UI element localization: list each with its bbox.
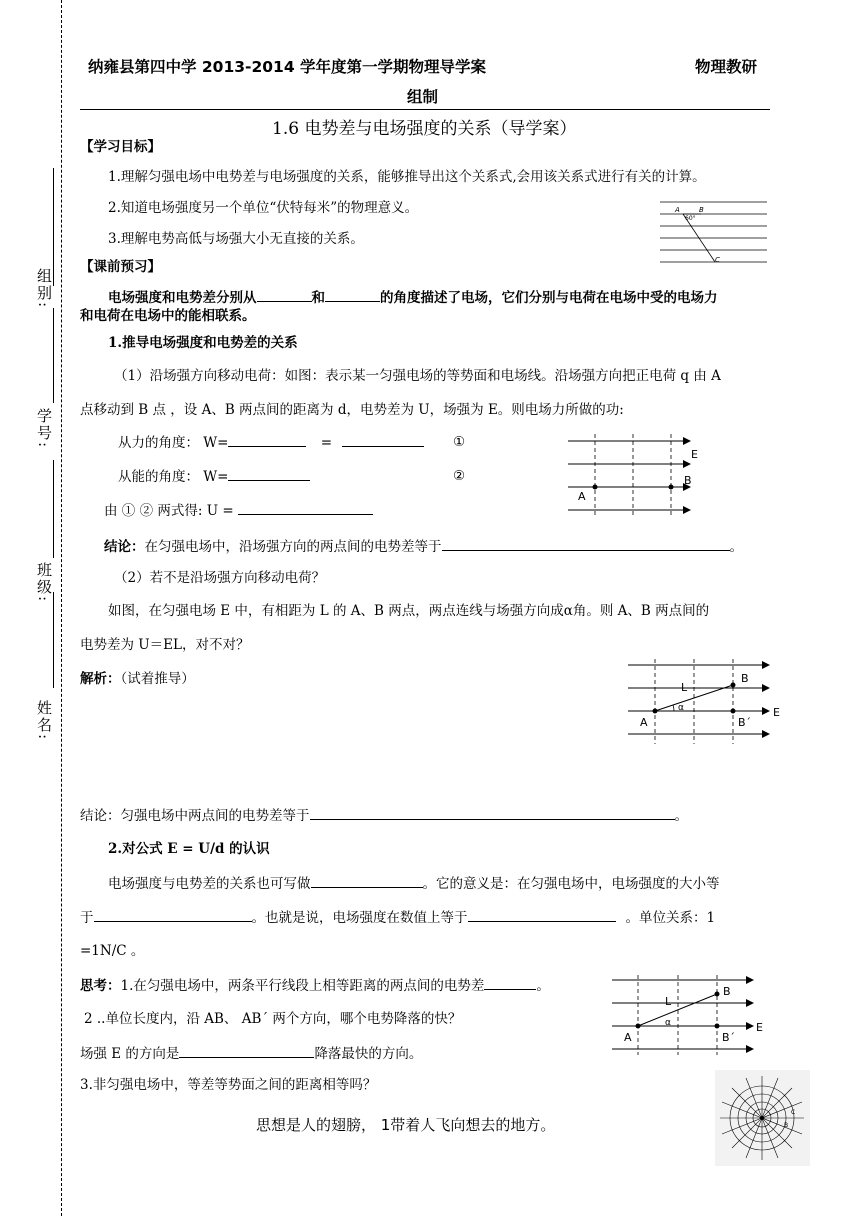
blank-u[interactable] (238, 500, 373, 515)
fig2-label-e: E (691, 448, 698, 461)
blank-force-2[interactable] (342, 432, 424, 447)
objectives-heading: 【学习目标】 (80, 139, 161, 155)
conclusion-row: 结论：在匀强电场中，沿场强方向的两点间的电势差等于 。 (104, 536, 743, 557)
blank-angle-1[interactable] (257, 287, 312, 302)
fig4-label-e: E (756, 1021, 763, 1034)
fig3-label-bprime: B´ (738, 716, 752, 729)
fig1-label-b: B (699, 206, 704, 214)
motto: 思想是人的翅膀， 1带着人飞向想去的地方。 (256, 1116, 556, 1134)
objective-item: 1.理解匀强电场中电势差与电场强度的关系，能够推导出这个关系式,会用该关系式进行有关的计算。 (108, 169, 706, 185)
analysis-row: 解析：（试着推导） (80, 671, 195, 687)
conclusion2-row: 结论：匀强电场中两点间的电势差等于 。 (80, 805, 688, 826)
think-row-1: 思考：1.在匀强电场中，两条平行线段上相等距离的两点间的电势差 。 (80, 975, 550, 996)
section2-line1: 电场强度与电势差的关系也可写做 。它的意义是：在匀强电场中，电场强度的大小等 (108, 873, 720, 894)
fig5-label-c: C (791, 1109, 796, 1116)
fig1-label-angle: 60° (685, 215, 696, 222)
part1-line2: 点移动到 B 点 ，设 A、B 两点间的距离为 d，电势差为 U，场强为 E。则电场力所做的功: (80, 402, 624, 418)
sidebar-name-field[interactable] (34, 592, 56, 752)
fig1-label-a: A (675, 206, 680, 214)
fig3-label-alpha: α (678, 703, 684, 713)
sidebar-class-label: 班级: (35, 562, 53, 604)
field-lines-figure-2 (626, 658, 786, 746)
sidebar-number-field[interactable] (34, 308, 56, 458)
force-row: 从力的角度： W= = (118, 432, 424, 453)
sidebar-name-label: 姓名: (35, 700, 53, 742)
fig4-label-a: A (624, 1031, 632, 1044)
objective-item: 2.知道电场强度另一个单位“伏特每米”的物理意义。 (108, 200, 419, 216)
section1-title: 1.推导电场强度和电势差的关系 (108, 335, 298, 351)
section2-line3: =1N/C 。 (80, 943, 145, 959)
header-dept: 物理教研 (695, 58, 758, 76)
preview-heading: 【课前预习】 (80, 259, 161, 275)
fig3-label-l: L (681, 681, 688, 694)
fig1-label-c: C (715, 256, 720, 264)
section2-title: 2.对公式 E = U/d 的认识 (108, 841, 270, 857)
header-school: 纳雍县第四中学 2013-2014 学年度第一学期物理导学案 (88, 58, 487, 76)
equipotential-figure (655, 196, 770, 268)
binding-line (61, 0, 62, 1216)
blank-conclusion[interactable] (442, 536, 730, 551)
blank-meaning[interactable] (94, 907, 252, 922)
blank-conclusion2[interactable] (310, 805, 675, 820)
fig3-label-b: B (741, 672, 749, 685)
fig4-label-b: B (723, 985, 731, 998)
think-row-2: 2 ..单位长度内，沿 AB、 AB´ 两个方向，哪个电势降落的快？ (84, 1011, 462, 1027)
sidebar-class-underline (53, 460, 54, 558)
think-row-3: 场强 E 的方向是 降落最快的方向。 (80, 1043, 422, 1064)
field-lines-figure-3 (610, 975, 770, 1057)
sidebar-number-underline (53, 308, 54, 403)
objective-item: 3.理解电势高低与场强大小无直接的关系。 (108, 231, 364, 247)
sidebar-number-label: 学号: (35, 408, 53, 450)
fig2-label-b: B (684, 474, 692, 487)
sidebar-group-label: 组别: (35, 268, 53, 310)
blank-angle-2[interactable] (325, 287, 380, 302)
blank-think-1[interactable] (484, 975, 536, 990)
sidebar-class-field[interactable] (34, 460, 56, 610)
blank-energy[interactable] (228, 466, 310, 481)
blank-force-1[interactable] (228, 432, 306, 447)
fig4-label-bprime: B´ (722, 1031, 736, 1044)
preview-intro-line2: 和电荷在电场中的能相联系。 (80, 308, 256, 324)
fig4-label-alpha: α (665, 1018, 671, 1028)
fig2-label-a: A (578, 490, 586, 503)
sidebar-group-field[interactable] (34, 168, 56, 318)
energy-row: 从能的角度： W= (118, 466, 310, 487)
header-dept-cont: 组制 (407, 88, 439, 106)
fig5-label-b: B (784, 1122, 789, 1129)
fig4-label-l: L (665, 995, 672, 1008)
blank-think-3[interactable] (179, 1043, 314, 1058)
energy-eq-number: ② (453, 468, 466, 484)
fig3-label-a: A (640, 716, 648, 729)
blank-formula[interactable] (311, 873, 423, 888)
preview-intro-line1: 电场强度和电势差分别从 和 的角度描述了电场，它们分别与电荷在电场中受的电场力 (108, 287, 718, 308)
header-rule (80, 109, 770, 110)
fig3-label-e: E (773, 706, 780, 719)
combine-row: 由 ① ② 两式得: U = (104, 500, 373, 521)
section2-line2: 于 。也就是说，电场强度在数值上等于 。单位关系：1 (80, 907, 715, 928)
think-row-4: 3.非匀强电场中，等差等势面之间的距离相等吗？ (80, 1077, 377, 1093)
page-title: 1.6 电势差与电场强度的关系（导学案） (272, 119, 577, 139)
point-charge-figure (715, 1070, 810, 1166)
part2-question: （2）若不是沿场强方向移动电荷？ (114, 570, 326, 586)
sidebar-name-underline (53, 592, 54, 688)
blank-numeric[interactable] (468, 907, 616, 922)
part2-line1: 如图，在匀强电场 E 中，有相距为 L 的 A、B 两点，两点连线与场强方向成α角。则 A、B 两点间的 (108, 603, 710, 619)
part1-line1: （1）沿场强方向移动电荷：如图：表示某一匀强电场的等势面和电场线。沿场强方向把正电荷 q 由 A (114, 368, 721, 384)
field-lines-figure-1 (565, 432, 700, 517)
force-eq-number: ① (453, 434, 466, 450)
part2-line2: 电势差为 U＝EL，对不对？ (80, 637, 250, 653)
